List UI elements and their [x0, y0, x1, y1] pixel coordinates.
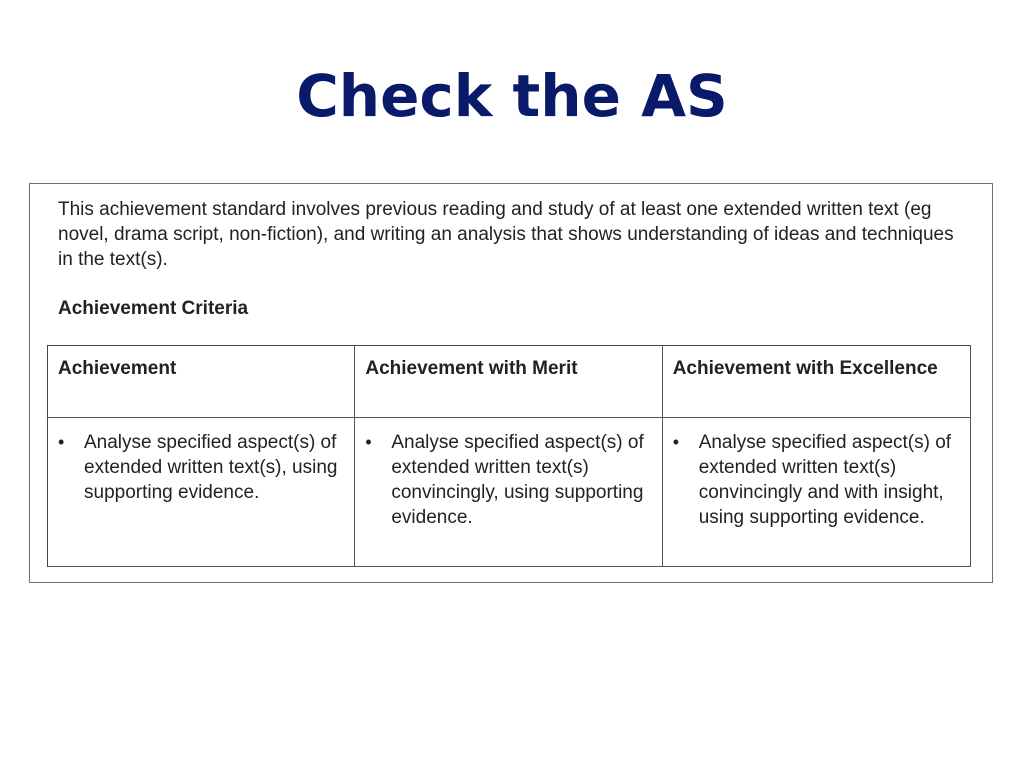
table-row [48, 418, 971, 567]
criteria-header-row [48, 346, 971, 418]
criteria-table [47, 345, 971, 567]
header-excellence: Achievement with Excellence [662, 346, 970, 418]
bullet-icon: • [365, 432, 372, 452]
cell-merit [355, 418, 662, 567]
criterion-text: Analyse specified aspect(s) of extended written text(s) convincingly and with insight, using supporting evidence. [698, 432, 952, 528]
criterion-text: Analyse specified aspect(s) of extended written text(s) convincingly, using supporting evidence. [391, 432, 644, 528]
cell-excellence [662, 418, 970, 567]
cell-achievement [48, 418, 355, 567]
header-merit: Achievement with Merit [355, 346, 662, 418]
list-item [58, 430, 344, 505]
slide-title: Check the AS [296, 62, 728, 130]
list-item [365, 430, 651, 530]
criterion-text: Analyse specified aspect(s) of extended written text(s), using supporting evidence. [84, 432, 338, 503]
document-excerpt [29, 183, 993, 583]
list-item [673, 430, 960, 530]
bullet-icon: • [672, 432, 679, 452]
criteria-heading: Achievement Criteria [58, 298, 249, 319]
header-achievement: Achievement [48, 346, 355, 418]
standard-description: This achievement standard involves previous reading and study of at least one extended written text (eg novel, drama script, non-fiction), and writing an analysis that shows understanding of ideas and techniques in the text(s). [58, 199, 954, 270]
bullet-icon: • [58, 432, 65, 452]
